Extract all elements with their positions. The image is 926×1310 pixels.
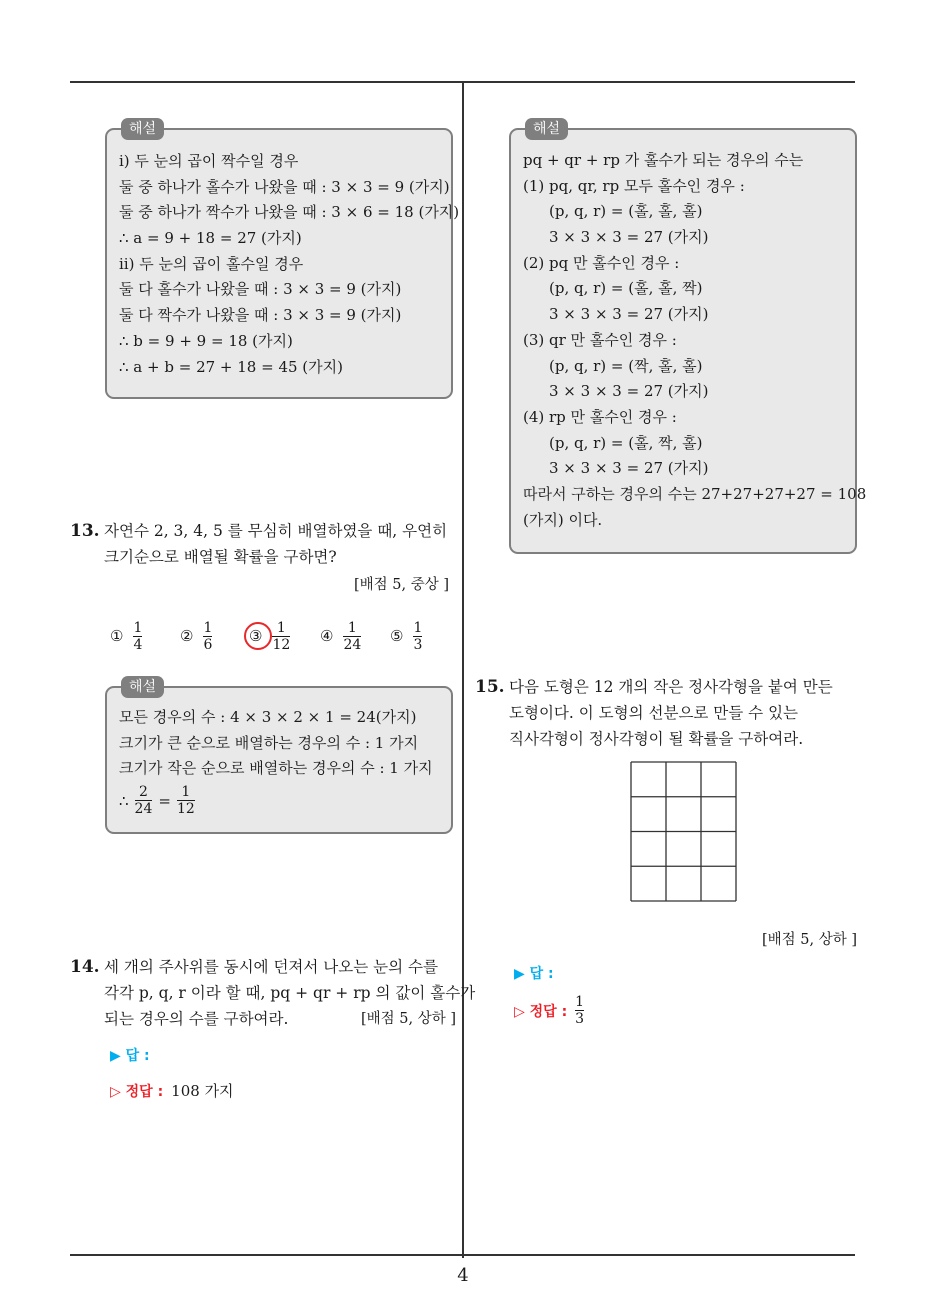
- explanation-box-q12: [105, 121, 460, 399]
- frac-num: 1: [203, 619, 213, 636]
- score-label: [배점 5, 상하 ]: [761, 932, 857, 948]
- frac-den: 24: [343, 636, 362, 653]
- correct-answer-fraction: [575, 994, 584, 1027]
- expl-line: 둘 다 짝수가 나왔을 때 : 3 × 3 = 9 (가지): [119, 306, 402, 325]
- expl-line: ⅱ) 두 눈의 곱이 홀수일 경우: [119, 254, 304, 273]
- choice-mark: ⑤: [390, 627, 404, 645]
- frac-den: 3: [413, 636, 423, 653]
- choice-1[interactable]: [110, 616, 142, 656]
- explanation-box-q13: [105, 679, 453, 834]
- choice-mark: ①: [110, 627, 124, 645]
- fraction: [177, 784, 195, 817]
- expl-fraction-line: [119, 784, 443, 817]
- expl-line: 둘 중 하나가 홀수가 나왔을 때 : 3 × 3 = 9 (가지): [119, 177, 450, 196]
- expl-line: ∴ a = 9 + 18 = 27 (가지): [119, 229, 302, 248]
- score-label: [배점 5, 중상 ]: [353, 577, 449, 593]
- explanation-lines: [119, 705, 443, 817]
- question-14: [70, 954, 476, 1034]
- question-text: 자연수 2, 3, 4, 5 를 무심히 배열하였을 때, 우연히: [104, 522, 448, 540]
- frac-num: 1: [133, 619, 143, 636]
- choice-mark: ③: [249, 627, 263, 645]
- frac-den: 6: [203, 636, 213, 653]
- expl-line: (p, q, r) = (홀, 홀, 짝): [549, 279, 703, 298]
- choice-fraction: [413, 620, 422, 653]
- expl-line: (3) qr 만 홀수인 경우 :: [523, 330, 677, 349]
- frac-den: 4: [133, 636, 143, 653]
- choice-3[interactable]: [249, 616, 290, 656]
- expl-line: ∴ b = 9 + 9 = 18 (가지): [119, 331, 293, 350]
- question-text: 크기순으로 배열될 확률을 구하면?: [104, 548, 337, 566]
- correct-answer-label: ▷ 정답 :: [110, 1083, 164, 1100]
- expl-line: 모든 경우의 수 : 4 × 3 × 2 × 1 = 24(가지): [119, 708, 417, 726]
- correct-answer-row: [110, 1080, 234, 1101]
- question-13: [70, 518, 455, 598]
- frac-num: 1: [276, 619, 286, 636]
- explanation-tag: 해설: [525, 118, 568, 140]
- question-text: 직사각형이 정사각형이 될 확률을 구하여라.: [509, 730, 804, 748]
- question-15: [475, 674, 860, 754]
- choice-fraction: [203, 620, 212, 653]
- expl-line: 3 × 3 × 3 = 27 (가지): [549, 382, 709, 401]
- choice-mark: ②: [180, 627, 194, 645]
- expl-line: ⅰ) 두 눈의 곱이 짝수일 경우: [119, 152, 299, 170]
- frac-num: 1: [575, 994, 585, 1010]
- expl-line: 크기가 큰 순으로 배열하는 경우의 수 : 1 가지: [119, 733, 419, 752]
- score-label: [배점 5, 상하 ]: [360, 1011, 456, 1027]
- expl-line: 3 × 3 × 3 = 27 (가지): [549, 228, 709, 247]
- expl-line: (p, q, r) = (짝, 홀, 홀): [549, 356, 703, 375]
- question-number: 15.: [475, 677, 505, 697]
- explanation-lines: [119, 149, 460, 380]
- correct-answer-label: ▷ 정답 :: [514, 1003, 568, 1020]
- choice-mark: ④: [320, 627, 334, 645]
- explanation-tag: 해설: [121, 676, 164, 698]
- explanation-lines: [523, 148, 867, 533]
- answer-prompt[interactable]: ▶ 답 :: [514, 966, 554, 982]
- question-text: 되는 경우의 수를 구하여라.: [104, 1010, 289, 1028]
- choice-2[interactable]: [180, 616, 212, 656]
- expl-line: 3 × 3 × 3 = 27 (가지): [549, 459, 709, 478]
- expl-line: 둘 중 하나가 짝수가 나왔을 때 : 3 × 6 = 18 (가지): [119, 203, 460, 222]
- choice-fraction: [343, 620, 361, 653]
- question-text: 다음 도형은 12 개의 작은 정사각형을 붙여 만든: [509, 678, 833, 696]
- choice-fraction: [272, 620, 290, 653]
- expl-line: 따라서 구하는 경우의 수는 27+27+27+27 = 108: [523, 484, 867, 503]
- frac-den: 12: [176, 801, 195, 818]
- choice-5[interactable]: [390, 616, 422, 656]
- question-text: 각각 p, q, r 이라 할 때, pq + qr + rp 의 값이 홀수가: [104, 984, 476, 1002]
- question-text: 세 개의 주사위를 동시에 던져서 나오는 눈의 수를: [104, 958, 438, 976]
- expl-line: 3 × 3 × 3 = 27 (가지): [549, 305, 709, 324]
- frac-num: 1: [413, 619, 423, 636]
- column-divider: [462, 82, 464, 1258]
- question-number: 14.: [70, 957, 100, 977]
- choice-fraction: [133, 620, 142, 653]
- question-text: 도형이다. 이 도형의 선분으로 만들 수 있는: [509, 704, 799, 722]
- expl-line: 둘 다 홀수가 나왔을 때 : 3 × 3 = 9 (가지): [119, 280, 402, 299]
- square-grid-figure: [630, 761, 737, 902]
- expl-line: pq + qr + rp 가 홀수가 되는 경우의 수는: [523, 151, 804, 169]
- expl-line: (2) pq 만 홀수인 경우 :: [523, 253, 680, 272]
- question-number: 13.: [70, 521, 100, 541]
- frac-den: 12: [272, 636, 291, 653]
- correct-answer-row: [514, 994, 584, 1027]
- expl-line: (가지) 이다.: [523, 510, 603, 529]
- frac-den: 24: [134, 801, 153, 818]
- page-number: 4: [457, 1265, 469, 1286]
- expl-line: (4) rp 만 홀수인 경우 :: [523, 407, 677, 426]
- frac-num: 1: [347, 619, 357, 636]
- correct-answer-value: 108 가지: [171, 1082, 234, 1100]
- expl-line: (p, q, r) = (홀, 짝, 홀): [549, 433, 703, 452]
- explanation-tag: 해설: [121, 118, 164, 140]
- expl-line: (1) pq, qr, rp 모두 홀수인 경우 :: [523, 176, 745, 195]
- frac-num: 2: [139, 784, 148, 801]
- choice-4[interactable]: [320, 616, 361, 656]
- fraction: [135, 784, 153, 817]
- therefore-symbol: ∴: [119, 791, 129, 810]
- frac-num: 1: [181, 784, 191, 801]
- expl-line: 크기가 작은 순으로 배열하는 경우의 수 : 1 가지: [119, 759, 433, 778]
- expl-line: ∴ a + b = 27 + 18 = 45 (가지): [119, 357, 343, 376]
- answer-prompt[interactable]: ▶ 답 :: [110, 1048, 150, 1064]
- frac-den: 3: [575, 1011, 585, 1027]
- expl-line: (p, q, r) = (홀, 홀, 홀): [549, 202, 703, 221]
- explanation-box-q14: [509, 121, 867, 554]
- equals-sign: =: [158, 791, 171, 810]
